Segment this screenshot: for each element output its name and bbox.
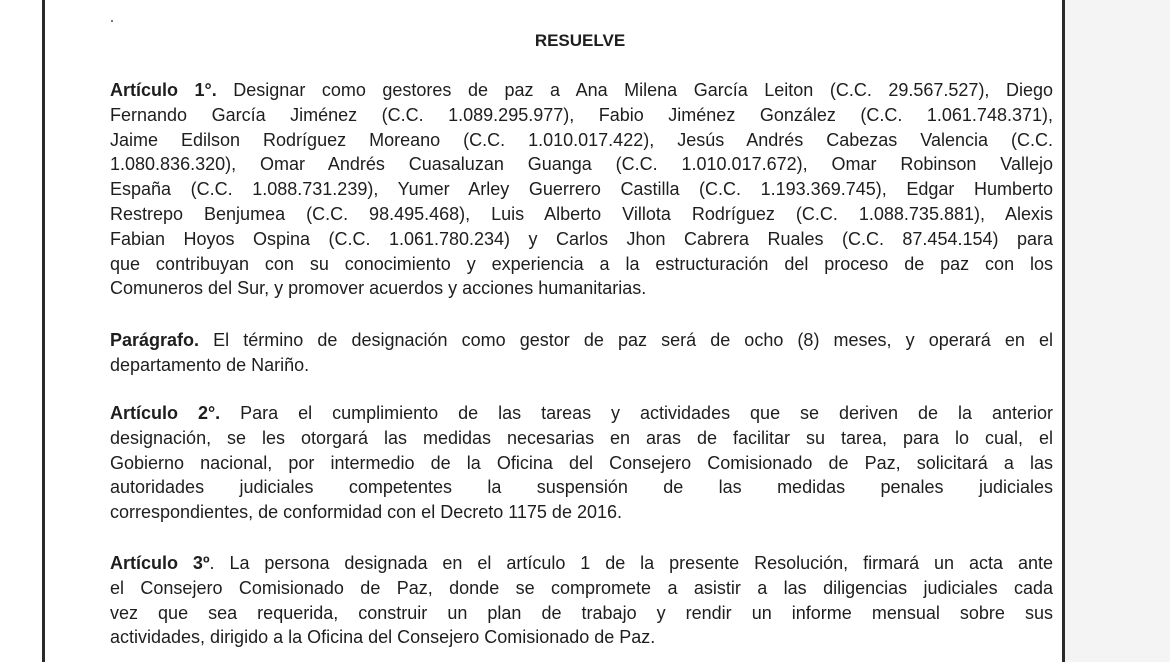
article-label: Artículo 3º xyxy=(110,553,210,573)
text-line xyxy=(110,551,1053,576)
text-line: 1.080.836.320), Omar Andrés Cuasaluzan Guanga (C.C. 1.010.017.672), Omar Robinson Vallejo xyxy=(110,154,1053,175)
article-2 xyxy=(110,401,1053,525)
text-line: el Consejero Comisionado de Paz, donde se compromete a asistir a las diligencias judiciales cada xyxy=(110,577,1053,598)
line-text: Para el cumplimiento de las tareas y actividades que se deriven de la anterior xyxy=(220,403,1054,423)
article-label: Artículo 2°. xyxy=(110,403,221,423)
page-margin-background xyxy=(1064,0,1170,662)
article-1 xyxy=(110,78,1053,301)
text-line: autoridades judiciales competentes la suspensión de las medidas penales judiciales xyxy=(110,477,1053,498)
text-line: departamento de Nariño. xyxy=(110,354,310,375)
line-text: . La persona designada en el artículo 1 de la presente Resolución, firmará un acta ante xyxy=(209,553,1053,573)
page-border-left xyxy=(42,0,45,662)
text-line: que contribuyan con su conocimiento y experiencia a la estructuración del proceso de paz con los xyxy=(110,253,1053,274)
text-line xyxy=(110,78,1053,103)
text-line: Jaime Edilson Rodríguez Moreano (C.C. 1.010.017.422), Jesús Andrés Cabezas Valencia (C.C. xyxy=(110,129,1053,150)
text-line: España (C.C. 1.088.731.239), Yumer Arley Guerrero Castilla (C.C. 1.193.369.745), Edgar Humberto xyxy=(110,179,1053,200)
paragrafo xyxy=(110,328,1053,378)
text-line xyxy=(110,328,1053,353)
line-text: Designar como gestores de paz a Ana Milena García Leiton (C.C. 29.567.527), Diego xyxy=(216,80,1053,100)
section-title: RESUELVE xyxy=(534,31,626,50)
text-line: designación, se les otorgará las medidas necesarias en aras de facilitar su tarea, para lo cual, el xyxy=(110,427,1053,448)
text-line: Fabian Hoyos Ospina (C.C. 1.061.780.234) y Carlos Jhon Cabrera Ruales (C.C. 87.454.154) para xyxy=(110,228,1053,249)
text-line: vez que sea requerida, construir un plan de trabajo y rendir un informe mensual sobre sus xyxy=(110,602,1053,623)
text-line: Comuneros del Sur, y promover acuerdos y acciones humanitarias. xyxy=(110,278,647,299)
article-3 xyxy=(110,551,1053,650)
text-line xyxy=(110,401,1053,426)
text-line: correspondientes, de conformidad con el Decreto 1175 de 2016. xyxy=(110,502,622,523)
line-text: El término de designación como gestor de paz será de ocho (8) meses, y operará en el xyxy=(199,330,1053,350)
text-line: actividades, dirigido a la Oficina del Consejero Comisionado de Paz. xyxy=(110,627,656,648)
page-border-right xyxy=(1062,0,1065,662)
article-label: Artículo 1°. xyxy=(110,80,217,100)
paragrafo-label: Parágrafo. xyxy=(110,330,200,350)
text-line: Restrepo Benjumea (C.C. 98.495.468), Luis Alberto Villota Rodríguez (C.C. 1.088.735.881), Alexis xyxy=(110,203,1053,224)
text-line: Gobierno nacional, por intermedio de la Oficina del Consejero Comisionado de Paz, solicitará a las xyxy=(110,452,1053,473)
scan-speck xyxy=(111,20,113,22)
text-line: Fernando García Jiménez (C.C. 1.089.295.977), Fabio Jiménez González (C.C. 1.061.748.371), xyxy=(110,104,1053,125)
